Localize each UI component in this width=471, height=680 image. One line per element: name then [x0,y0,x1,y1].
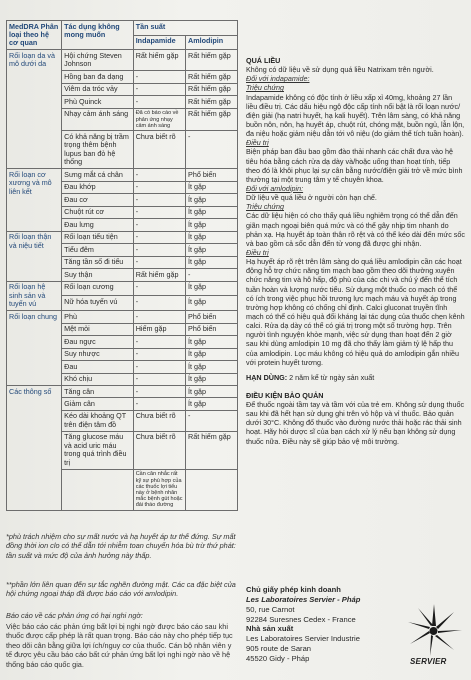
symptoms-subheading-1: Triệu chứng [246,83,284,93]
header-amlodipin: Amlodipin [186,35,238,50]
storage-heading: ĐIỀU KIỆN BẢO QUẢN [246,390,324,400]
effect-cell: Phù [62,311,134,323]
indapamide-freq-cell: - [133,398,185,410]
amlodipin-freq-cell: Ít gặp [186,398,238,410]
indapamide-freq-cell: Đã có báo cáo về phản ứng nhạy cảm ánh sáng [133,108,185,130]
license-holder-name: Les Laboratoires Servier - Pháp [246,594,361,604]
effect-cell: Đau lưng [62,219,134,231]
table-header-row [7,21,238,36]
effect-cell: Suy thận [62,269,134,281]
indapamide-freq-cell: - [133,373,185,385]
indapamide-freq-cell: Chưa biết rõ [133,410,185,431]
effect-cell: Đau ngực [62,336,134,348]
effect-cell: Rối loạn cương [62,281,134,296]
indapamide-subheading: Đối với indapamide: [246,74,310,84]
indapamide-freq-cell: - [133,231,185,243]
amlodipin-freq-cell: Rất hiếm gặp [186,50,238,71]
right-column [246,53,465,446]
effect-cell: Phù Quinck [62,96,134,108]
header-effect: Tác dụng không mong muốn [62,21,134,50]
amlodipin-symptoms: Các dữ liệu hiện có cho thấy quá liều nghiêm trọng có thể dẫn đến giãn mạch ngoại biên quá mức và có thể gây nhịp tim nhanh do phản xạ. Hạ huyết áp toàn thân rõ rệt và có thể kéo dài đến mức sốc và bao gồm cả sốc dẫn đến tử vong đã được ghi nhận. [246,211,465,248]
header-indapamide: Indapamide [133,35,185,50]
amlodipin-freq-cell: Ít gặp [186,219,238,231]
indapamide-freq-cell: - [133,256,185,268]
amlodipin-freq-cell: Rất hiếm gặp [186,108,238,130]
effect-cell: Giảm cân [62,398,134,410]
amlodipin-freq-cell: Phổ biến [186,311,238,323]
amlodipin-freq-cell: Ít gặp [186,386,238,398]
storage-text: Để thuốc ngoài tầm tay và tầm với của trẻ em. Không sử dụng thuốc sau khi đã hết hạn sử dụng ghi trên vỏ hộp và vỉ thuốc. Bảo quản dưới 30°C. Không đổ thuốc vào đường nước thải hoặc rác thải sinh hoạt. Hãy hỏi dược sĩ của bạn cách xử lý nếu bạn không sử dụng thuốc nữa. Điều này sẽ giúp bảo vệ môi trường. [246,400,465,446]
table-row [7,169,238,181]
effect-cell: Đau cơ [62,194,134,206]
effect-cell [62,469,134,510]
indapamide-freq-cell: Rất hiếm gặp [133,50,185,71]
license-block [246,585,396,664]
indapamide-freq-cell: - [133,71,185,83]
indapamide-freq-cell: - [133,181,185,193]
amlodipin-freq-cell: Phổ biến [186,169,238,181]
report-text: Việc báo cáo các phản ứng bất lợi bị nghi ngờ được báo cáo sau khi thuốc được cấp phép là rất quan trọng. Báo cáo này cho phép tiếp tục theo dõi cân bằng giữa lợi ích/nguy cơ của thuốc. Cán bộ nhân viên y tế được yêu cầu báo cáo bất cứ phản ứng bất lợi nghi ngờ nào về hệ thống báo cáo quốc gia. [6,622,233,669]
effect-cell: Tiểu đêm [62,244,134,256]
treatment-subheading-1: Điều trị [246,138,269,148]
amlodipin-intro: Dữ liệu về quá liều ở người còn hạn chế. [246,193,377,203]
adverse-effects-table [6,20,238,511]
indapamide-freq-cell: - [133,83,185,95]
organ-class-cell: Rối loạn cơ xương và mô liên kết [7,169,62,231]
overdose-intro: Không có dữ liệu về sử dụng quá liều Natrixam trên người. [246,65,434,75]
table-row [7,50,238,71]
table-row [7,231,238,243]
amlodipin-freq-cell: Ít gặp [186,244,238,256]
amlodipin-freq-cell: Ít gặp [186,281,238,296]
header-frequency: Tần suất [133,21,237,36]
manufacturer-city: 45520 Gidy - Pháp [246,654,310,664]
footnote-star: *phù trách nhiệm cho sự mất nước và hạ huyết áp tư thế đứng. Sự mất đồng thời ion clo có thể dẫn tới nhiễm toan chuyển hóa bù trừ thứ phát: tần suất và mức độ của ảnh hưởng này thấp. [6,532,236,560]
amlodipin-freq-cell: Ít gặp [186,206,238,218]
table-body [7,50,238,510]
indapamide-freq-cell: - [133,296,185,311]
effect-cell: Tăng tần số đi tiểu [62,256,134,268]
indapamide-freq-cell: Chưa biết rõ [133,131,185,169]
indapamide-freq-cell: - [133,219,185,231]
amlodipin-freq-cell: Ít gặp [186,348,238,360]
effect-cell: Nữ hóa tuyến vú [62,296,134,311]
table-row [7,311,238,323]
organ-class-cell: Rối loạn thận và niệu tiết [7,231,62,281]
effect-cell: Tăng glucose máu và acid uric máu trong quá trình điều trị [62,431,134,469]
effect-cell: Khó chịu [62,373,134,385]
amlodipin-freq-cell: Ít gặp [186,336,238,348]
indapamide-freq-cell: - [133,169,185,181]
license-holder-label: Chủ giấy phép kinh doanh [246,585,341,594]
effect-cell: Viêm da tróc vảy [62,83,134,95]
header-class: MedDRA Phân loại theo hệ cơ quan [7,21,62,50]
effect-cell: Chuột rút cơ [62,206,134,218]
effect-cell: Suy nhược [62,348,134,360]
indapamide-freq-cell: - [133,311,185,323]
amlodipin-freq-cell: - [186,131,238,169]
organ-class-cell: Rối loạn hệ sinh sản và tuyến vú [7,281,62,310]
effect-cell: Hồng ban đa dạng [62,71,134,83]
amlodipin-freq-cell: Ít gặp [186,361,238,373]
effect-cell: Tăng cân [62,386,134,398]
indapamide-freq-cell: Cần cân nhắc rất kỹ sự phù hợp của các thuốc lợi tiểu này ở bệnh nhân mắc bệnh gút hoặc đái tháo đường [133,469,185,510]
servier-logo-icon [402,600,466,660]
amlodipin-freq-cell: Rất hiếm gặp [186,431,238,469]
organ-class-cell: Các thông số [7,386,62,511]
amlodipin-freq-cell: Ít gặp [186,256,238,268]
organ-class-cell: Rối loạn chung [7,311,62,386]
manufacturer-street: 905 route de Saran [246,644,312,654]
amlodipin-freq-cell: Ít gặp [186,181,238,193]
organ-class-cell: Rối loạn da và mô dưới da [7,50,62,169]
amlodipin-freq-cell: - [186,410,238,431]
report-heading: Báo cáo về các phản ứng có hại nghi ngờ: [6,611,143,620]
amlodipin-freq-cell: Ít gặp [186,194,238,206]
license-holder-city: 92284 Suresnes Cedex - France [246,614,356,624]
amlodipin-freq-cell: Rất hiếm gặp [186,96,238,108]
table-row [7,281,238,296]
indapamide-freq-cell: Rất hiếm gặp [133,269,185,281]
indapamide-freq-cell: Chưa biết rõ [133,431,185,469]
effect-cell: Rối loạn tiểu tiện [62,231,134,243]
indapamide-freq-cell: - [133,348,185,360]
amlodipin-freq-cell: Ít gặp [186,373,238,385]
indapamide-freq-cell: - [133,281,185,296]
effect-cell: Có khả năng bị trầm trọng thêm bệnh lupus ban đỏ hệ thống [62,131,134,169]
effect-cell: Kéo dài khoảng QT trên điện tâm đồ [62,410,134,431]
indapamide-freq-cell: - [133,206,185,218]
effect-cell: Sưng mắt cá chân [62,169,134,181]
license-holder-street: 50, rue Carnot [246,604,295,614]
servier-brand-text: SERVIER [410,657,447,666]
treatment-subheading-2: Điều trị [246,247,269,257]
effect-cell: Nhạy cảm ánh sáng [62,108,134,130]
amlodipin-subheading: Đối với amlodipin: [246,183,304,193]
indapamide-freq-cell: - [133,96,185,108]
amlodipin-freq-cell [186,469,238,510]
indapamide-freq-cell: - [133,361,185,373]
effect-cell: Đau khớp [62,181,134,193]
amlodipin-freq-cell: Ít gặp [186,296,238,311]
amlodipin-freq-cell: Ít gặp [186,231,238,243]
effect-cell: Hội chứng Steven Johnson [62,50,134,71]
table-row [7,386,238,398]
indapamide-freq-cell: - [133,244,185,256]
shelf-life-value: 2 năm kể từ ngày sản xuất [289,372,375,382]
shelf-life-label: HẠN DÙNG: [246,372,288,382]
effect-cell: Đau [62,361,134,373]
faded-text-area [246,6,465,46]
amlodipin-freq-cell: - [186,269,238,281]
indapamide-freq-cell: - [133,336,185,348]
footnote-double-star: **phần lớn liên quan đến sự tắc nghẽn đường mật. Các ca đặc biệt của hội chứng ngoại tháp đã được báo cáo với amlodipin. [6,580,236,599]
indapamide-freq-cell: - [133,386,185,398]
indapamide-treatment: Biện pháp ban đầu bao gồm đào thải nhanh các chất đưa vào hệ tiêu hóa bằng cách rửa dạ dày và/hoặc uống than hoạt tính, tiếp theo đó là khôi phục lại sự cân bằng nước/điện giải trở về mức bình thường tại một trung tâm y tế chuyên khoa. [246,147,463,184]
indapamide-freq-cell: Hiếm gặp [133,323,185,335]
amlodipin-freq-cell: Phổ biến [186,323,238,335]
symptoms-subheading-2: Triệu chứng [246,202,284,212]
amlodipin-freq-cell: Rất hiếm gặp [186,83,238,95]
effect-cell: Mệt mỏi [62,323,134,335]
indapamide-symptoms: Indapamide không có độc tính ở liều xấp xỉ 40mg, khoảng 27 lần liều điều trị. Các dấu hiệu ngộ độc cấp tính nổi bật là rối loạn nước/điện giải (hạ natri huyết, hạ kali huyết). Trên lâm sàng, có khả năng buồn nôn, nôn, hạ huyết áp, chuột rút, chóng mặt, buồn ngủ, lẫn lộn, đa niệu hoặc giảm niệu dẫn tới vô niệu (do giảm thể tích tuần hoàn). [246,92,465,139]
overdose-heading: QUÁ LIỀU [246,56,281,65]
manufacturer-label: Nhà sản xuất [246,624,294,634]
amlodipin-freq-cell: Rất hiếm gặp [186,71,238,83]
manufacturer-name: Les Laboratoires Servier Industrie [246,634,360,644]
amlodipin-treatment: Hạ huyết áp rõ rệt trên lâm sàng do quá liều amlodipin cần các hoạt động hỗ trợ chức năng tim mạch bao gồm theo dõi thường xuyên chức năng tim và hô hấp, độ phù của các chi và chú ý đến thể tích tuần hoàn và lượng nước tiểu. Sử dụng một thuốc co mạch có thể có ích trong việc phục hồi trương lực mạch máu và huyết áp trong trường hợp không có chống chỉ định. Calci gluconat truyền tĩnh mạch có thể có hiệu quả đối kháng lại tác dụng của thuốc chẹn kênh calci. Rửa dạ dày có thể có giá trị trong một số trường hợp. Trên người tình nguyện khỏe mạnh, việc sử dụng than hoạt đến 2 giờ sau khi dùng amlodipin 10 mg đã cho thấy làm giảm tỷ lệ hấp thu của amlodipin. Lọc máu không có hiệu quả do amlodipin gắn nhiều với protein huyết tương. [246,257,465,367]
indapamide-freq-cell: - [133,194,185,206]
